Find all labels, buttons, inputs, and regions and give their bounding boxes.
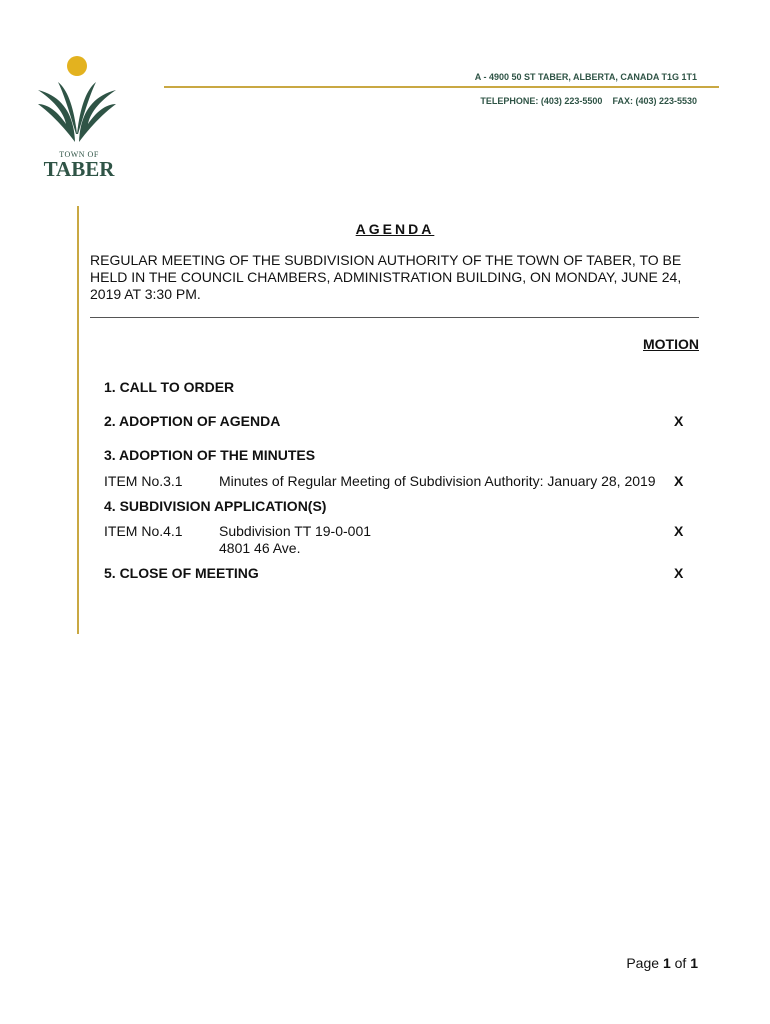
item-description-line: 4801 46 Ave. [219,540,301,556]
page-total: 1 [690,955,698,971]
page-number [626,955,698,971]
item-label: ITEM No.3.1 [104,473,183,489]
address-line: A - 4900 50 ST TABER, ALBERTA, CANADA T1G 1T1 [474,72,697,82]
meeting-intro: REGULAR MEETING OF THE SUBDIVISION AUTHORITY OF THE TOWN OF TABER, TO BE HELD IN THE COUNCIL CHAMBERS, ADMINISTRATION BUILDING, ON MONDAY, JUNE 24, 2019 AT 3:30 PM. [90,252,682,302]
motion-mark: X [674,565,684,581]
fax-text: FAX: (403) 223-5530 [612,96,697,106]
agenda-title: AGENDA [355,221,435,237]
section-call-to-order: 1. CALL TO ORDER [104,379,235,395]
sun-icon [67,56,87,76]
telephone-text: TELEPHONE: (403) 223-5500 [480,96,603,106]
section-adoption-of-agenda: 2. ADOPTION OF AGENDA [104,413,281,429]
intro-divider [90,317,699,318]
section-subdivision-applications: 4. SUBDIVISION APPLICATION(S) [104,498,327,514]
logo-town-name: TABER [43,157,115,181]
item-label: ITEM No.4.1 [104,523,183,539]
side-divider [77,206,79,634]
item-description [219,523,371,557]
section-adoption-of-minutes: 3. ADOPTION OF THE MINUTES [104,447,316,463]
motion-mark: X [674,523,684,539]
of-word: of [674,955,687,971]
page-current: 1 [662,955,671,971]
left-leaf-icon [38,90,75,142]
motion-column-header: MOTION [643,336,699,352]
section-close-of-meeting: 5. CLOSE OF MEETING [104,565,259,581]
contact-line [480,96,697,106]
right-leaf-icon [79,90,116,142]
logo-town-label: TOWN OF [59,150,99,159]
header-divider [164,86,719,88]
motion-mark: X [674,473,684,489]
town-emblem-icon [34,52,124,152]
item-description-line: Minutes of Regular Meeting of Subdivision Authority: January 28, 2019 [219,473,656,489]
motion-mark: X [674,413,684,429]
page-word: Page [626,955,660,971]
item-description-line: Subdivision TT 19-0-001 [219,523,372,539]
item-description [219,473,656,490]
